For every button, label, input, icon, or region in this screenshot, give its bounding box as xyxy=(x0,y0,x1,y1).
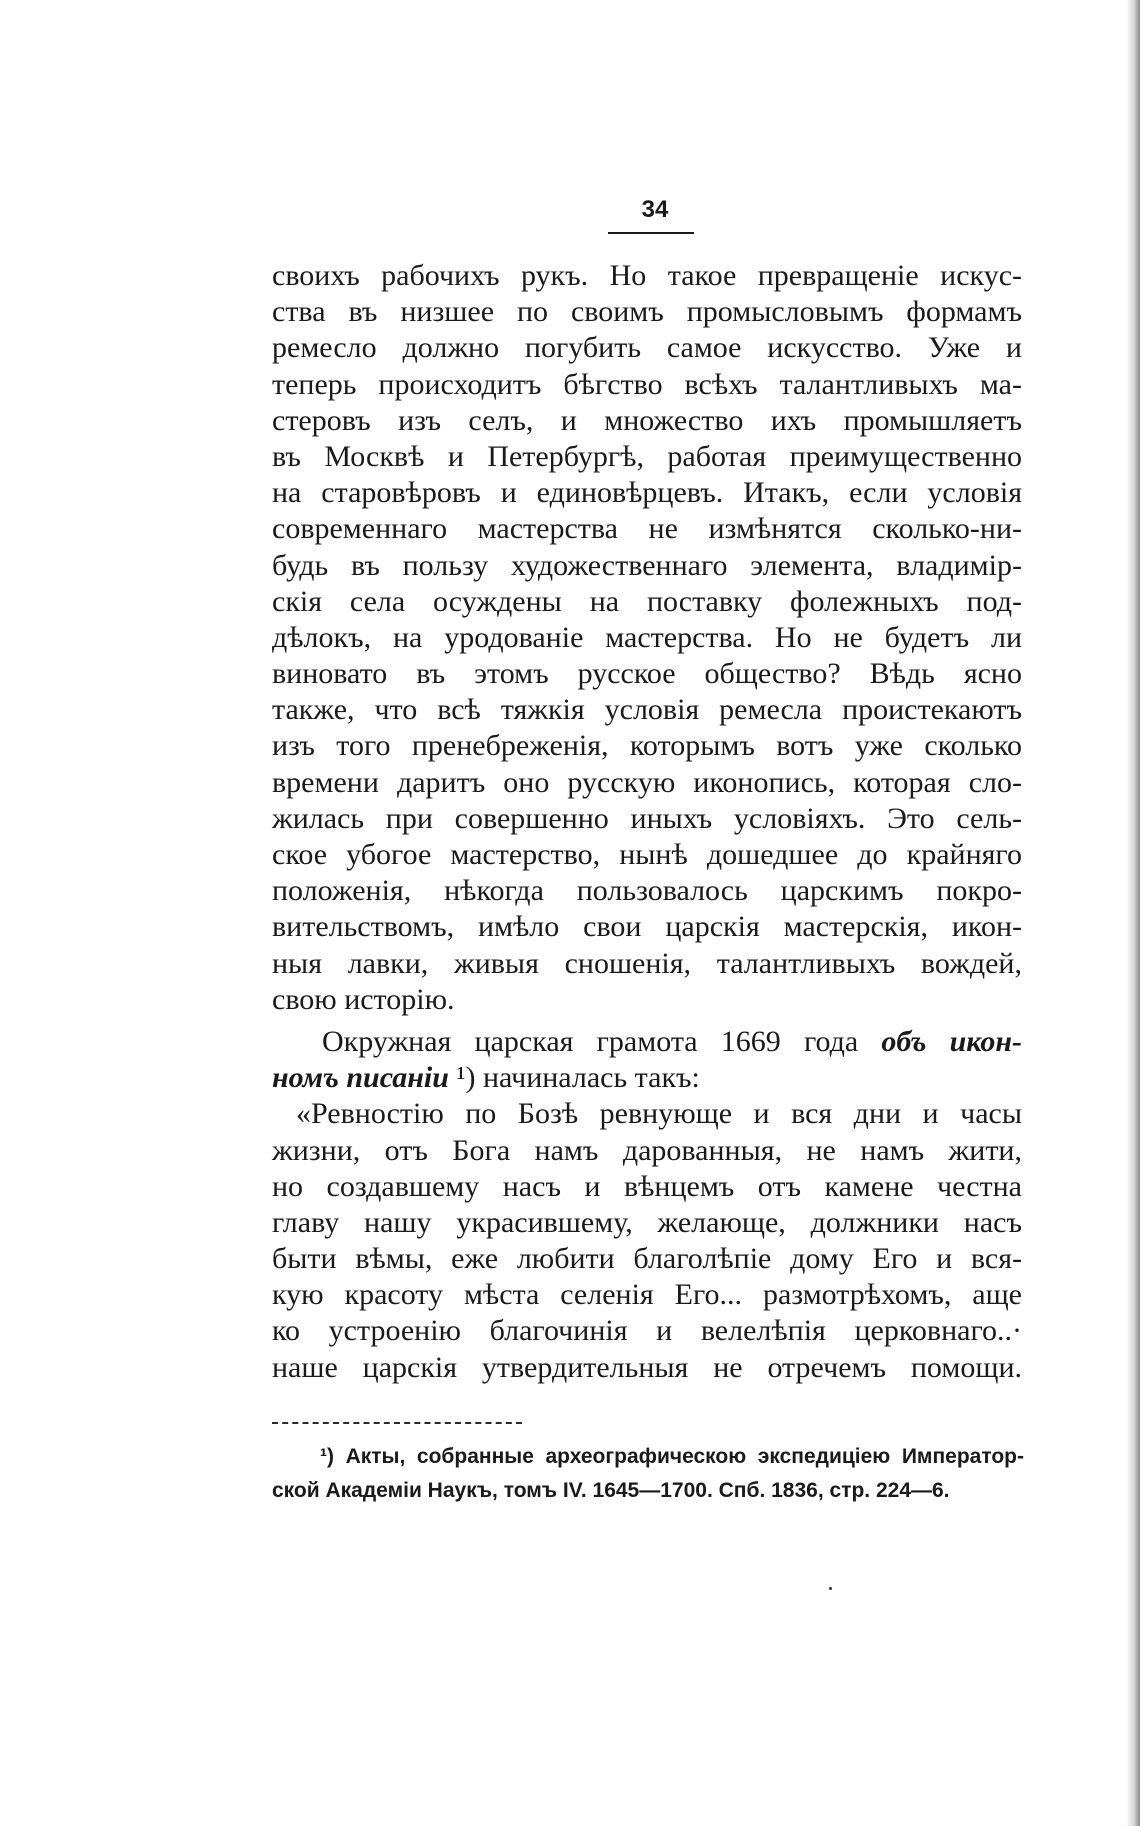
footnote-line: ¹) Акты, собранные археографическою экспедиціею Император- xyxy=(320,1445,1024,1468)
quote-line: кую красоту мѣста селенія Его... размотрѣхомъ, аще xyxy=(272,1278,1022,1312)
scan-edge-shadow xyxy=(1126,0,1140,1826)
main-text xyxy=(272,258,1022,1386)
body-line: дѣлокъ, на уродованіе мастерства. Но не будетъ ли xyxy=(272,620,1022,654)
paragraph2-line1 xyxy=(272,1024,1022,1060)
document-title-italic: объ икон- xyxy=(881,1024,1022,1058)
body-line: положенія, нѣкогда пользовалось царскимъ покро- xyxy=(272,874,1022,908)
footnote-marker: ¹) xyxy=(448,1061,476,1095)
quote-line: жизни, отъ Бога намъ дарованныя, не намъ жити, xyxy=(272,1133,1022,1167)
page-number-rule xyxy=(608,232,694,234)
body-line: виновато въ этомъ русское общество? Вѣдь ясно xyxy=(272,657,1022,691)
body-line: своихъ рабочихъ рукъ. Но такое превращеніе искус- xyxy=(272,259,1022,292)
body-line: изъ того пренебреженія, которымъ вотъ уже сколько xyxy=(272,729,1022,763)
page-number: 34 xyxy=(641,196,669,223)
quote-line: но создавшему насъ и вѣнцемъ отъ камене честна xyxy=(272,1169,1022,1203)
quote-line: ко устроенію благочинія и велелѣпія церковнаго..· xyxy=(272,1314,1022,1348)
footnote-separator xyxy=(272,1422,522,1424)
footnote-line: ской Академіи Наукъ, томъ IV. 1645—1700. Спб. 1836, стр. 224—6. xyxy=(272,1479,950,1502)
quote-line: быти вѣмы, еже любити благолѣпіе дому Его и вся- xyxy=(272,1242,1022,1276)
document-title-italic: номъ писаніи xyxy=(272,1061,449,1095)
body-line: ныя лавки, живыя сношенія, талантливыхъ вождей, xyxy=(272,946,1022,980)
body-line: ства въ низшее по своимъ промысловымъ формамъ xyxy=(272,295,1022,329)
body-line: вительствомъ, имѣло свои царскія мастерскія, икон- xyxy=(272,910,1022,944)
body-line: свою исторію. xyxy=(272,982,455,1016)
quote-line: «Ревностію по Бозѣ ревнующе и вся дни и часы xyxy=(296,1097,1022,1131)
body-line: времени даритъ оно русскую иконопись, которая сло- xyxy=(272,765,1022,799)
body-line: теперь происходитъ бѣгство всѣхъ талантливыхъ ма- xyxy=(272,367,1022,401)
body-line: жилась при совершенно иныхъ условіяхъ. Это сель- xyxy=(272,801,1022,835)
body-line: современнаго мастерства не измѣнятся сколько-ни- xyxy=(272,512,1022,546)
body-line: стеровъ изъ селъ, и множество ихъ промышляетъ xyxy=(272,403,1022,437)
body-line: ремесло должно погубить самое искусство. Уже и xyxy=(272,331,1022,365)
paragraph2-line2 xyxy=(272,1060,1022,1096)
paragraph2-text: Окружная царская грамота 1669 года xyxy=(322,1024,882,1058)
scan-speck xyxy=(829,1587,832,1590)
footnotes xyxy=(272,1440,1024,1508)
body-line: также, что всѣ тяжкія условія ремесла проистекаютъ xyxy=(272,693,1022,727)
body-line: на старовѣровъ и единовѣрцевъ. Итакъ, если условія xyxy=(272,476,1022,510)
body-line: въ Москвѣ и Петербургѣ, работая преимущественно xyxy=(272,439,1022,473)
quote-line: главу нашу украсившему, желающе, должники насъ xyxy=(272,1205,1022,1239)
quote-line: наше царскія утвердительныя не отречемъ помощи. xyxy=(272,1350,1022,1384)
body-line: скія села осуждены на поставку фолежныхъ под- xyxy=(272,584,1022,618)
paragraph2-text: начиналась такъ: xyxy=(475,1061,700,1095)
body-line: ское убогое мастерство, нынѣ дошедшее до крайняго xyxy=(272,838,1022,871)
body-line: будь въ пользу художественнаго элемента, владимір- xyxy=(272,548,1022,582)
